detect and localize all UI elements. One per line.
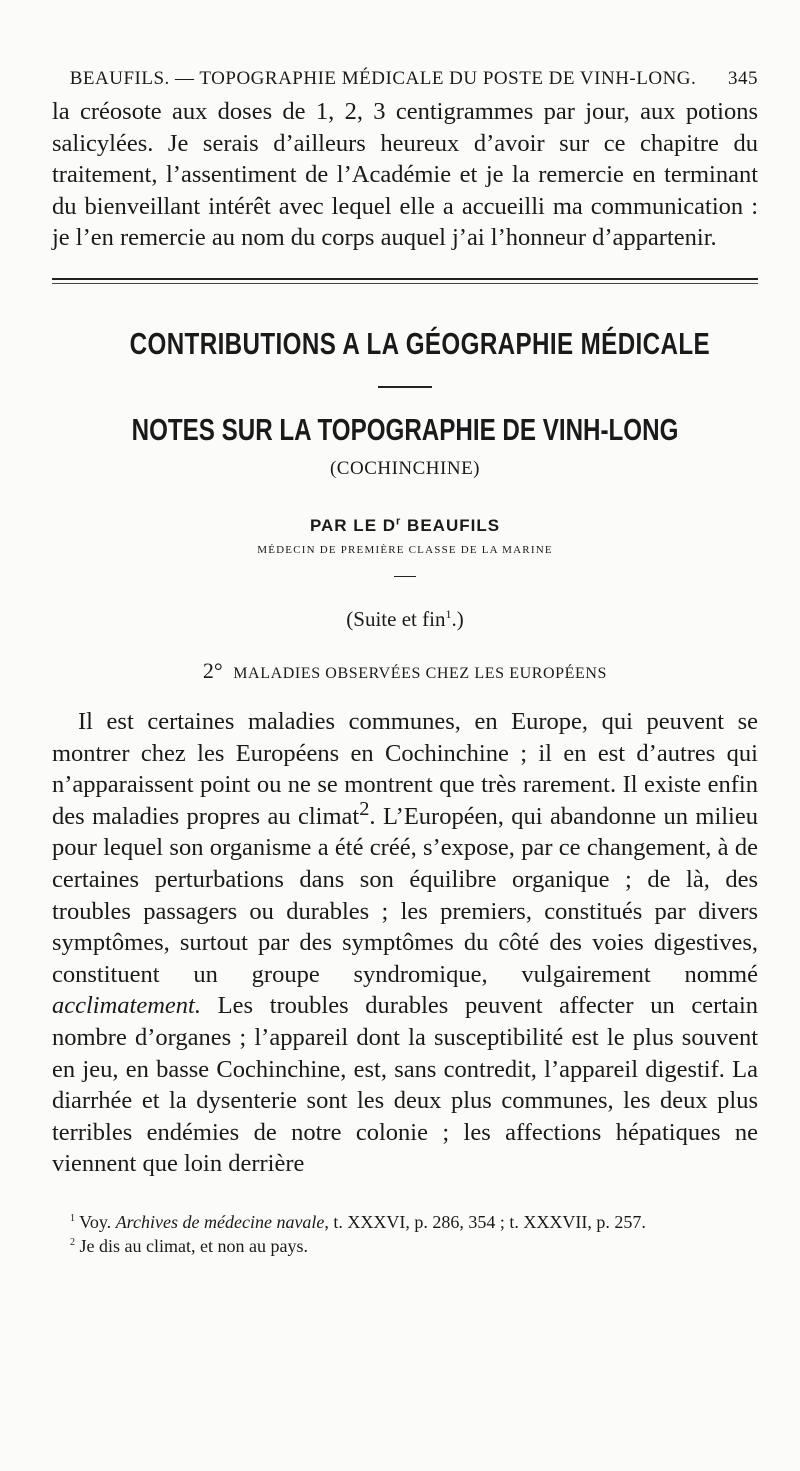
footnote-2-text: Je dis au climat, et non au pays.	[75, 1235, 308, 1256]
continued-text: (Suite et fin	[346, 606, 446, 631]
author-prefix: PAR LE D	[309, 515, 397, 535]
section-body-2: . L’Européen, qui abandonne un milieu pour lequel son organisme a été créé, s’expose, par ce changement, à de certaines perturbations dans son équilibre organique ; de là, des troubles passagers ou durables ; les premiers, constitués par divers symptômes, surtout par des symptômes du côté des voies digestives, constituent un groupe syndromique, vulgairement nommé	[52, 802, 758, 988]
section-footnote-mark: 2	[359, 797, 370, 820]
section-body-emphasis: acclimatement.	[52, 992, 201, 1020]
footnote-2	[52, 1234, 758, 1258]
title-separator-rule	[378, 386, 432, 388]
section-number: 2°	[202, 657, 223, 683]
footnote-1-pre: Voy.	[75, 1211, 116, 1232]
section-paragraph	[52, 706, 758, 1180]
continued-end: .)	[451, 606, 464, 631]
section-heading-label: MALADIES OBSERVÉES CHEZ LES EUROPÉENS	[233, 664, 608, 682]
footnote-1	[52, 1210, 758, 1234]
author-line	[52, 516, 758, 536]
footnotes	[52, 1210, 758, 1258]
section-heading	[52, 658, 758, 684]
footnote-1-mark: 1	[70, 1212, 75, 1224]
section-divider-rule	[52, 278, 758, 284]
continued-footnote-mark: 1	[445, 606, 452, 621]
page-number: 345	[728, 68, 758, 89]
page	[52, 62, 758, 1258]
article-main-title: CONTRIBUTIONS A LA GÉOGRAPHIE MÉDICALE	[129, 325, 711, 361]
running-head	[52, 62, 758, 96]
footnote-1-title: Archives de médecine navale	[115, 1211, 325, 1232]
continued-note	[52, 607, 758, 632]
footnote-1-post: , t. XXXVI, p. 286, 354 ; t. XXXVII, p. 257.	[324, 1211, 646, 1232]
author-name: BEAUFILS	[407, 515, 501, 535]
article-sub-title: NOTES SUR LA TOPOGRAPHIE DE VINH-LONG	[131, 411, 679, 447]
article-region: (COCHINCHINE)	[329, 457, 481, 479]
section-body-1: Il est certaines maladies communes, en Europe, qui peuvent se montrer chez les Européens en Cochinchine ; il en est d’autres qui n’apparaissent point ou ne se montrent que très rarement. Il existe enfin des maladies propres au climat	[52, 707, 758, 830]
running-title: BEAUFILS. — TOPOGRAPHIE MÉDICALE DU POSTE DE VINH-LONG.	[69, 68, 697, 89]
opening-paragraph: la créosote aux doses de 1, 2, 3 centigrammes par jour, aux potions salicylées. Je serais d’ailleurs heureux d’avoir sur ce chapitre du traitement, l’assentiment de l’Académie et je la remercie en terminant du bienveillant intérêt avec lequel elle a accueilli ma communication : je l’en remercie au nom du corps auquel j’ai l’honneur d’appartenir.	[52, 98, 758, 252]
author-role: MÉDECIN DE PREMIÈRE CLASSE DE LA MARINE	[257, 543, 553, 556]
section-body-3: Les troubles durables peuvent affecter un certain nombre d’organes ; l’appareil dont la susceptibilité est le plus souvent en jeu, en basse Cochinchine, est, sans contredit, l’appareil digestif. La diarrhée et la dysenterie sont les deux plus communes, les deux plus terribles endémies de notre colonie ; les affections hépatiques ne viennent que loin derrière	[52, 992, 758, 1178]
footnote-2-mark: 2	[70, 1236, 75, 1248]
author-separator-rule	[394, 576, 416, 577]
author-prefix-sup: r	[396, 515, 402, 528]
